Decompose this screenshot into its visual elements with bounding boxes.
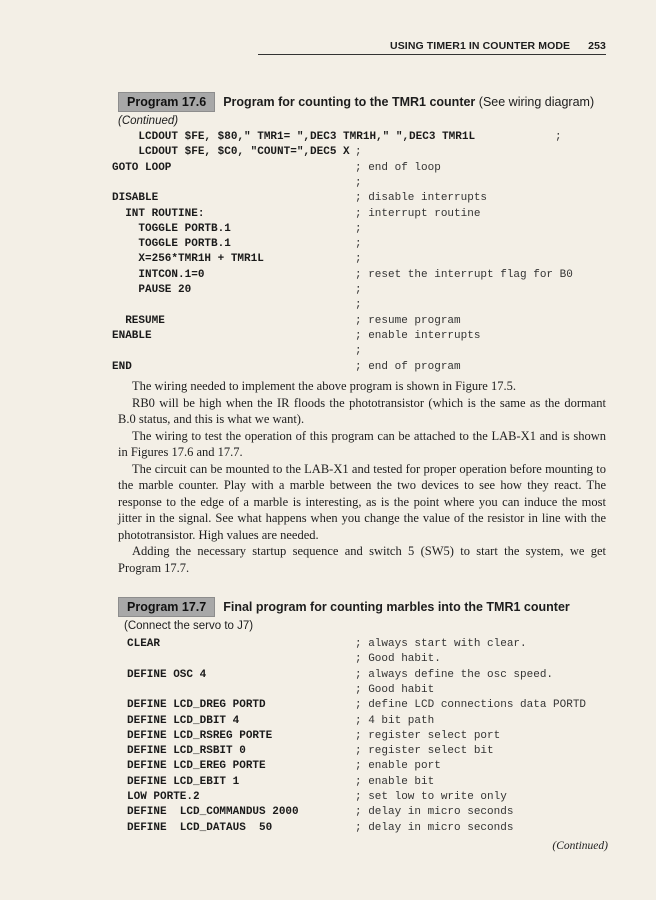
code-statement: PAUSE 20 — [112, 284, 192, 296]
code-statement: LCDOUT $FE, $C0, "COUNT=",DEC5 X — [112, 146, 350, 159]
program-title-paren: (See wiring diagram) — [478, 95, 595, 109]
header-rule — [258, 54, 606, 55]
code-comment: ; — [355, 238, 362, 251]
program-title — [223, 95, 594, 109]
code-line — [0, 283, 656, 298]
code-comment: ; end of program — [355, 360, 461, 373]
code-line — [0, 790, 656, 805]
code-comment: ; — [355, 284, 362, 296]
code-line — [0, 360, 656, 375]
code-statement: TOGGLE PORTB.1 — [112, 222, 231, 235]
running-header — [0, 40, 606, 52]
code-comment: ; always define the osc speed. — [355, 668, 554, 681]
code-statement: RESUME — [112, 314, 165, 327]
code-comment: ; Good habit — [355, 683, 435, 696]
code-comment: ; reset the interrupt flag for B0 — [355, 268, 573, 281]
code-line — [0, 637, 656, 652]
program-heading-17-7 — [118, 597, 570, 632]
page-number: 253 — [588, 40, 606, 52]
code-comment: ; register select port — [355, 729, 501, 742]
code-statement: DEFINE LCD_DATAUS 50 — [127, 821, 273, 834]
code-line — [0, 298, 656, 313]
code-line — [0, 314, 656, 329]
code-comment: ; interrupt routine — [355, 207, 481, 220]
code-statement: DEFINE LCD_RSBIT 0 — [127, 745, 246, 758]
code-statement: DEFINE LCD_DBIT 4 — [127, 714, 240, 727]
code-line — [0, 698, 656, 713]
code-line — [0, 821, 656, 836]
code-statement: LOW PORTE.2 — [127, 791, 200, 803]
code-line — [0, 207, 656, 222]
code-statement: INT ROUTINE: — [112, 207, 205, 220]
code-line — [0, 329, 656, 344]
code-line — [0, 668, 656, 683]
body-paragraph: The wiring needed to implement the above program is shown in Figure 17.5. — [132, 379, 516, 393]
code-line — [0, 252, 656, 267]
code-comment: ; delay in micro seconds — [355, 821, 514, 834]
code-comment: ; define LCD connections data PORTD — [355, 699, 587, 712]
code-line — [0, 805, 656, 820]
code-statement: GOTO LOOP — [112, 161, 172, 174]
code-statement: END — [112, 360, 132, 373]
code-statement: LCDOUT $FE, $80," TMR1= ",DEC3 TMR1H," ",DEC3 TMR1L — [112, 131, 476, 143]
code-comment: ; — [355, 146, 362, 159]
code-statement: DEFINE LCD_EREG PORTE — [127, 760, 266, 773]
code-comment: ; 4 bit path — [355, 714, 435, 727]
code-statement: DEFINE LCD_EBIT 1 — [127, 775, 240, 788]
code-statement: DISABLE — [112, 192, 159, 205]
body-paragraph: The circuit can be mounted to the LAB-X1 and tested for proper operation before mounting to the marble counter. Play with a marble between the two devices to see how they react. The response to the edge of a marble is interesting, as is the point where you can induce the most jitter in the signal. See what happens when you change the value of the resistor in line with the phototransistor. High values are needed. — [118, 461, 606, 542]
code-line — [0, 683, 656, 698]
code-statement: ENABLE — [112, 329, 152, 342]
code-line — [0, 729, 656, 744]
code-statement: DEFINE LCD_RSREG PORTE — [127, 729, 273, 742]
code-comment: ; set low to write only — [355, 791, 507, 803]
code-comment: ; Good habit. — [355, 653, 441, 666]
running-title: USING TIMER1 IN COUNTER MODE — [390, 40, 571, 52]
code-comment: ; — [555, 131, 562, 143]
body-paragraph: RB0 will be high when the IR floods the phototransistor (which is the same as the dormant B.0 status, and this is what we want). — [118, 395, 606, 426]
code-line — [0, 652, 656, 667]
body-paragraph: The wiring to test the operation of this program can be attached to the LAB-X1 and is shown in Figures 17.6 and 17.7. — [118, 428, 606, 459]
code-comment: ; — [355, 222, 362, 235]
code-statement: X=256*TMR1H + TMR1L — [112, 253, 264, 266]
program-title: Final program for counting marbles into the TMR1 counter — [223, 600, 570, 614]
code-statement: DEFINE LCD_COMMANDUS 2000 — [127, 806, 299, 819]
code-comment: ; disable interrupts — [355, 192, 488, 205]
code-statement: INTCON.1=0 — [112, 268, 205, 281]
code-line — [0, 744, 656, 759]
code-line — [0, 130, 656, 145]
code-line — [0, 145, 656, 160]
code-comment: ; register select bit — [355, 745, 494, 758]
code-comment: ; delay in micro seconds — [355, 806, 514, 819]
code-line — [0, 714, 656, 729]
program-badge: Program 17.6 — [118, 92, 215, 112]
code-line — [0, 161, 656, 176]
program-badge: Program 17.7 — [118, 597, 215, 617]
program-note: (Continued) — [118, 115, 179, 127]
code-line — [0, 222, 656, 237]
code-comment: ; end of loop — [355, 161, 441, 174]
code-comment: ; — [355, 253, 362, 266]
program-note: (Connect the servo to J7) — [124, 620, 254, 632]
body-paragraph: Adding the necessary startup sequence and switch 5 (SW5) to start the system, we get Program 17.7. — [118, 544, 606, 575]
code-statement: TOGGLE PORTB.1 — [112, 238, 231, 251]
code-comment: ; enable port — [355, 760, 441, 773]
code-statement: CLEAR — [127, 638, 161, 650]
code-comment: ; — [355, 345, 362, 358]
code-line — [0, 268, 656, 283]
program-heading-17-6 — [118, 92, 594, 127]
code-comment: ; — [355, 299, 362, 312]
code-statement: DEFINE OSC 4 — [127, 668, 207, 681]
code-comment: ; always start with clear. — [355, 638, 527, 650]
code-line — [0, 237, 656, 252]
code-comment: ; resume program — [355, 314, 461, 327]
code-comment: ; — [355, 176, 362, 189]
code-line — [0, 344, 656, 359]
code-line — [0, 191, 656, 206]
code-comment: ; enable interrupts — [355, 329, 481, 342]
continued-label: (Continued) — [552, 840, 608, 852]
code-line — [0, 775, 656, 790]
code-comment: ; enable bit — [355, 775, 435, 788]
code-statement: DEFINE LCD_DREG PORTD — [127, 699, 266, 712]
body-text — [118, 378, 606, 576]
program-title-text: Program for counting to the TMR1 counter — [223, 95, 476, 109]
code-line — [0, 759, 656, 774]
code-line — [0, 176, 656, 191]
